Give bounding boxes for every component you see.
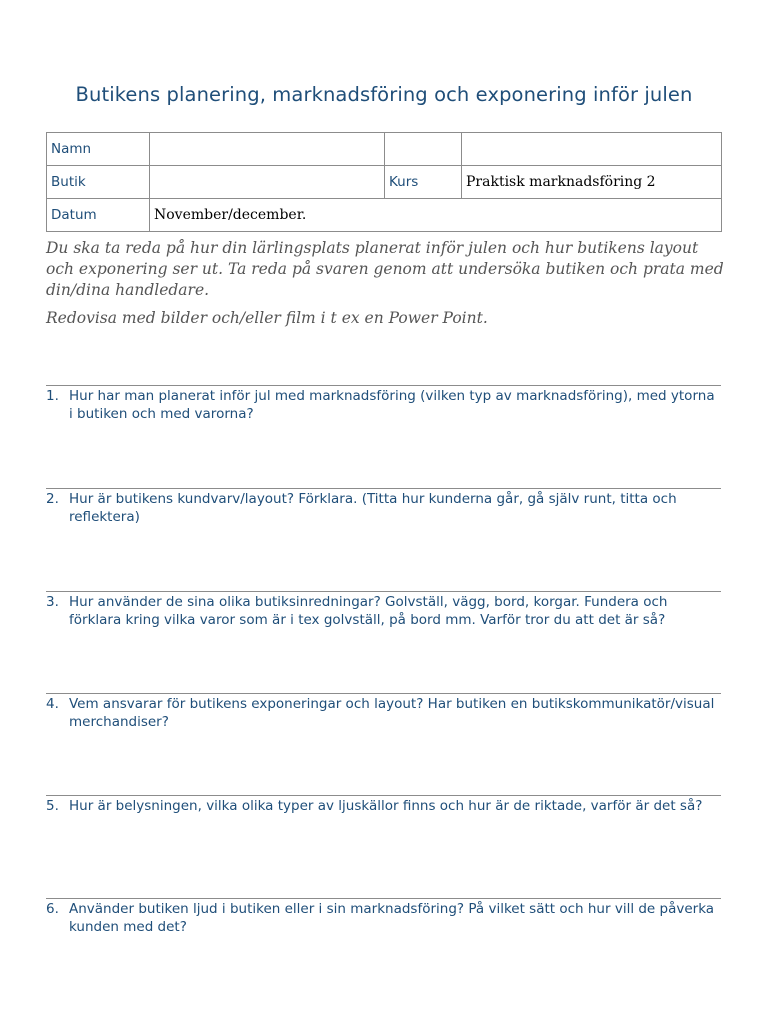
question-number: 4.: [46, 696, 59, 712]
empty-cell: [462, 133, 722, 166]
question-number: 6.: [46, 901, 59, 917]
question-5: [46, 795, 721, 815]
table-row-datum: [47, 199, 722, 232]
datum-label: Datum: [47, 199, 150, 232]
question-number: 1.: [46, 388, 59, 404]
question-1: [46, 385, 721, 423]
page-title: Butikens planering, marknadsföring och exponering inför julen: [75, 83, 693, 106]
question-4: [46, 693, 721, 731]
info-table: [46, 132, 722, 232]
question-2: [46, 488, 721, 526]
question-text: Hur använder de sina olika butiksinredningar? Golvställ, vägg, bord, korgar. Fundera och förklara kring vilka varor som är i tex golvställ, på bord mm. Varför tror du att det är så?: [69, 594, 668, 628]
question-text: Hur är belysningen, vilka olika typer av ljuskällor finns och hur är de riktade, varför är det så?: [69, 798, 703, 814]
question-number: 2.: [46, 491, 59, 507]
question-number: 5.: [46, 798, 59, 814]
question-6: [46, 898, 721, 936]
butik-label: Butik: [47, 166, 150, 199]
question-text: Använder butiken ljud i butiken eller i sin marknadsföring? På vilket sätt och hur vill de påverka kunden med det?: [69, 901, 715, 935]
kurs-value: Praktisk marknadsföring 2: [462, 166, 722, 199]
question-3: [46, 591, 721, 629]
table-row-namn: [47, 133, 722, 166]
instructions: [46, 238, 726, 336]
question-text: Hur är butikens kundvarv/layout? Förklara. (Titta hur kunderna går, gå själv runt, titta och reflektera): [69, 491, 677, 525]
kurs-label: Kurs: [385, 166, 462, 199]
instruction-paragraph: Du ska ta reda på hur din lärlingsplats planerat inför julen och hur butikens layout och exponering ser ut. Ta reda på svaren genom att undersöka butiken och prata med din/dina handledare.: [46, 239, 724, 299]
butik-field[interactable]: [150, 166, 385, 199]
question-text: Hur har man planerat inför jul med marknadsföring (vilken typ av marknadsföring), med ytorna i butiken och med varorna?: [69, 388, 715, 422]
table-row-butik: [47, 166, 722, 199]
question-number: 3.: [46, 594, 59, 610]
instruction-paragraph: Redovisa med bilder och/eller film i t ex en Power Point.: [46, 309, 488, 327]
namn-field[interactable]: [150, 133, 385, 166]
datum-value: November/december.: [150, 199, 722, 232]
question-text: Vem ansvarar för butikens exponeringar och layout? Har butiken en butikskommunikatör/visual merchandiser?: [69, 696, 715, 730]
empty-cell: [385, 133, 462, 166]
namn-label: Namn: [47, 133, 150, 166]
